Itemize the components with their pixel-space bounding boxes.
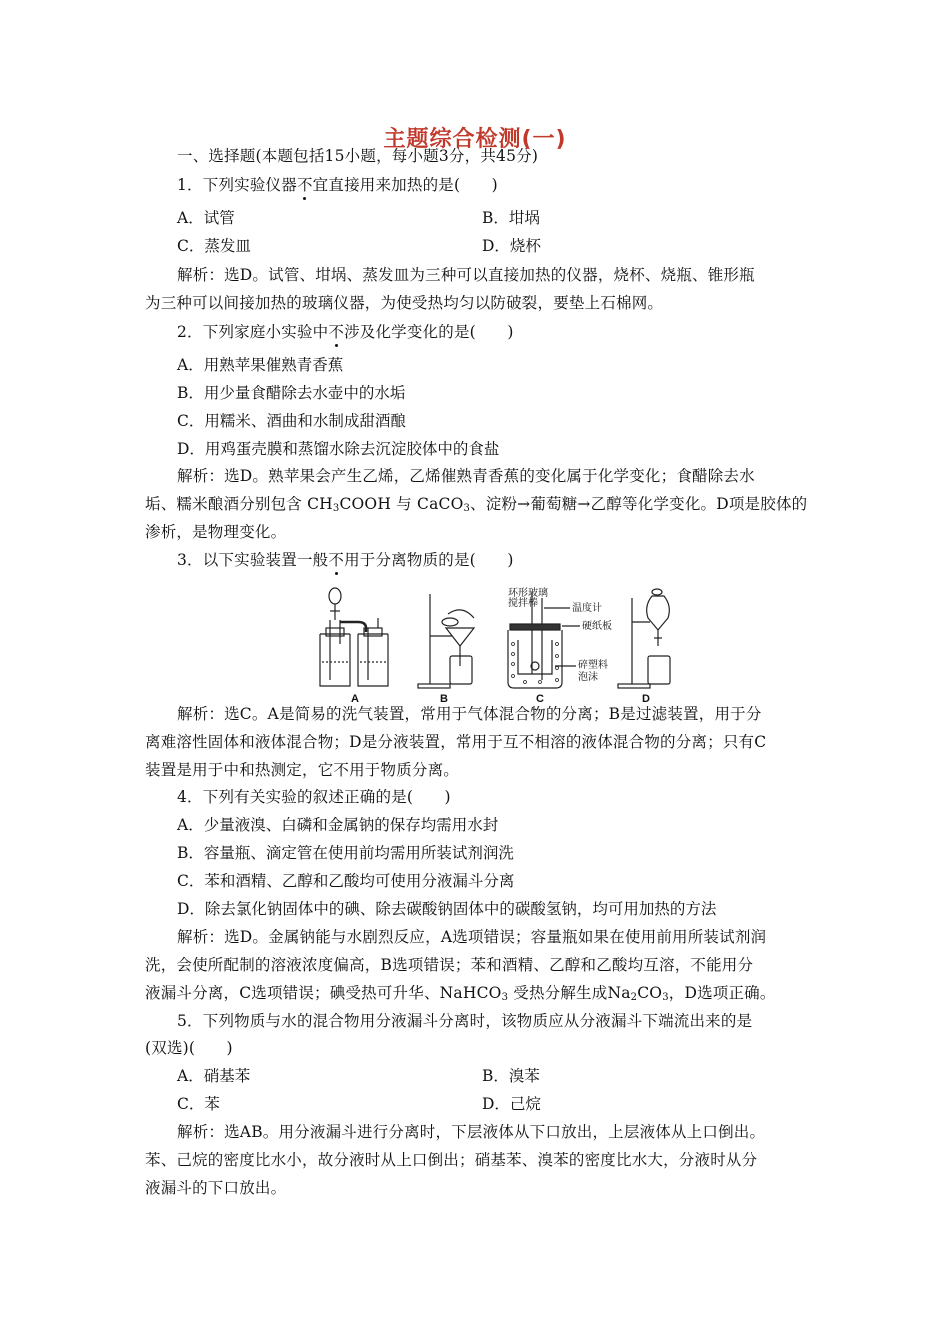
question-4-stem: 4．下列有关实验的叙述正确的是( ) bbox=[177, 788, 451, 806]
page-title: 主题综合检测(一) bbox=[383, 127, 567, 152]
figure-annotation: 环形玻璃 bbox=[508, 588, 548, 599]
q5-option-d: D．己烷 bbox=[482, 1095, 541, 1113]
q4-option-d: D．除去氯化钠固体中的碘、除去碳酸钠固体中的碳酸氢钠，均可用加热的方法 bbox=[177, 900, 717, 918]
q2-option-c: C．用糯米、酒曲和水制成甜酒酿 bbox=[177, 412, 406, 430]
question-1-stem: 1．下列实验仪器不宜直接用来加热的是( ) bbox=[177, 176, 498, 194]
q5-analysis-line: 液漏斗的下口放出。 bbox=[145, 1179, 287, 1197]
question-5-stem: 5．下列物质与水的混合物用分液漏斗分离时，该物质应从分液漏斗下端流出来的是 bbox=[177, 1012, 753, 1030]
figure-label-a: A bbox=[351, 693, 359, 705]
figure-label-c: C bbox=[536, 693, 544, 705]
q5-analysis-line: 苯、己烷的密度比水小，故分液时从上口倒出；硝基苯、溴苯的密度比水大，分液时从分 bbox=[145, 1151, 758, 1169]
emphasis-mark: 不 bbox=[328, 551, 345, 569]
q4-analysis-line: 解析：选D。金属钠能与水剧烈反应，A选项错误；容量瓶如果在使用前用所装试剂润 bbox=[177, 928, 767, 946]
q1-analysis-line: 为三种可以间接加热的玻璃仪器，为使受热均匀以防破裂，要垫上石棉网。 bbox=[145, 294, 664, 312]
figure-annotation: 硬纸板 bbox=[582, 621, 612, 632]
apparatus-d-separatory-funnel bbox=[618, 589, 670, 688]
apparatus-svg bbox=[300, 584, 680, 706]
question-3-stem: 3．以下实验装置一般不用于分离物质的是( ) bbox=[177, 551, 514, 569]
q2-analysis-line: 渗析，是物理变化。 bbox=[145, 523, 287, 541]
q3-analysis-line: 装置是用于中和热测定，它不用于物质分离。 bbox=[145, 761, 460, 779]
q1-option-d: D．烧杯 bbox=[482, 237, 541, 255]
apparatus-figure bbox=[300, 584, 680, 706]
q2-analysis-line: 垢、糯米酿酒分别包含 $CH_3COOH$ 与 CaCO$_3$、淀粉→葡萄糖→乙醇等化学变化。D项是胶体的 bbox=[145, 495, 808, 514]
q3-analysis-line: 离难溶性固体和液体混合物；D是分液装置，常用于互不相溶的液体混合物的分离；只有C bbox=[145, 733, 767, 751]
q5-analysis-line: 解析：选AB。用分液漏斗进行分离时，下层液体从下口放出，上层液体从上口倒出。 bbox=[177, 1123, 766, 1141]
q4-analysis-line: 液漏斗分离，C选项错误；碘受热可升华、NaHCO$_3$ 受热分解生成$Na_2CO_3$，D选项正确。 bbox=[145, 984, 776, 1003]
emphasis-mark: 不 bbox=[296, 176, 313, 194]
q2-option-b: B．用少量食醋除去水壶中的水垢 bbox=[177, 384, 406, 402]
emphasis-mark: 不 bbox=[328, 323, 345, 341]
q5-option-a: A．硝基苯 bbox=[177, 1067, 251, 1085]
apparatus-b-filtration bbox=[418, 594, 474, 688]
q2-analysis-line: 解析：选D。熟苹果会产生乙烯，乙烯催熟青香蕉的变化属于化学变化；食醋除去水 bbox=[177, 467, 755, 485]
q1-analysis-line: 解析：选D。试管、坩埚、蒸发皿为三种可以直接加热的仪器，烧杯、烧瓶、锥形瓶 bbox=[177, 266, 755, 284]
q4-analysis-line: 洗，会使所配制的溶液浓度偏高，B选项错误；苯和酒精、乙醇和乙酸均互溶，不能用分 bbox=[145, 956, 754, 974]
q2-option-d: D．用鸡蛋壳膜和蒸馏水除去沉淀胶体中的食盐 bbox=[177, 440, 500, 458]
figure-label-d: D bbox=[642, 693, 650, 705]
question-5-stem: (双选)( ) bbox=[145, 1039, 233, 1057]
q4-option-a: A．少量液溴、白磷和金属钠的保存均需用水封 bbox=[177, 816, 499, 834]
q5-option-b: B．溴苯 bbox=[482, 1067, 540, 1085]
q1-option-c: C．蒸发皿 bbox=[177, 237, 251, 255]
figure-annotation: 碎塑料 bbox=[578, 660, 608, 671]
q3-analysis-line: 解析：选C。A是简易的洗气装置，常用于气体混合物的分离；B是过滤装置，用于分 bbox=[177, 705, 762, 723]
figure-annotation: 搅拌棒 bbox=[508, 598, 538, 609]
figure-annotation: 泡沫 bbox=[578, 672, 598, 683]
section-heading: 一、选择题(本题包括15小题，每小题3分，共45分) bbox=[177, 147, 539, 165]
q4-option-c: C．苯和酒精、乙醇和乙酸均可使用分液漏斗分离 bbox=[177, 872, 515, 890]
question-2-stem: 2．下列家庭小实验中不涉及化学变化的是( ) bbox=[177, 323, 514, 341]
q2-option-a: A．用熟苹果催熟青香蕉 bbox=[177, 356, 344, 374]
q4-option-b: B．容量瓶、滴定管在使用前均需用所装试剂润洗 bbox=[177, 844, 514, 862]
apparatus-a-gas-washing bbox=[320, 588, 388, 686]
figure-annotation: 温度计 bbox=[572, 603, 602, 614]
q1-option-b: B．坩埚 bbox=[482, 209, 540, 227]
q5-option-c: C．苯 bbox=[177, 1095, 220, 1113]
q1-option-a: A．试管 bbox=[177, 209, 235, 227]
figure-label-b: B bbox=[440, 693, 448, 705]
